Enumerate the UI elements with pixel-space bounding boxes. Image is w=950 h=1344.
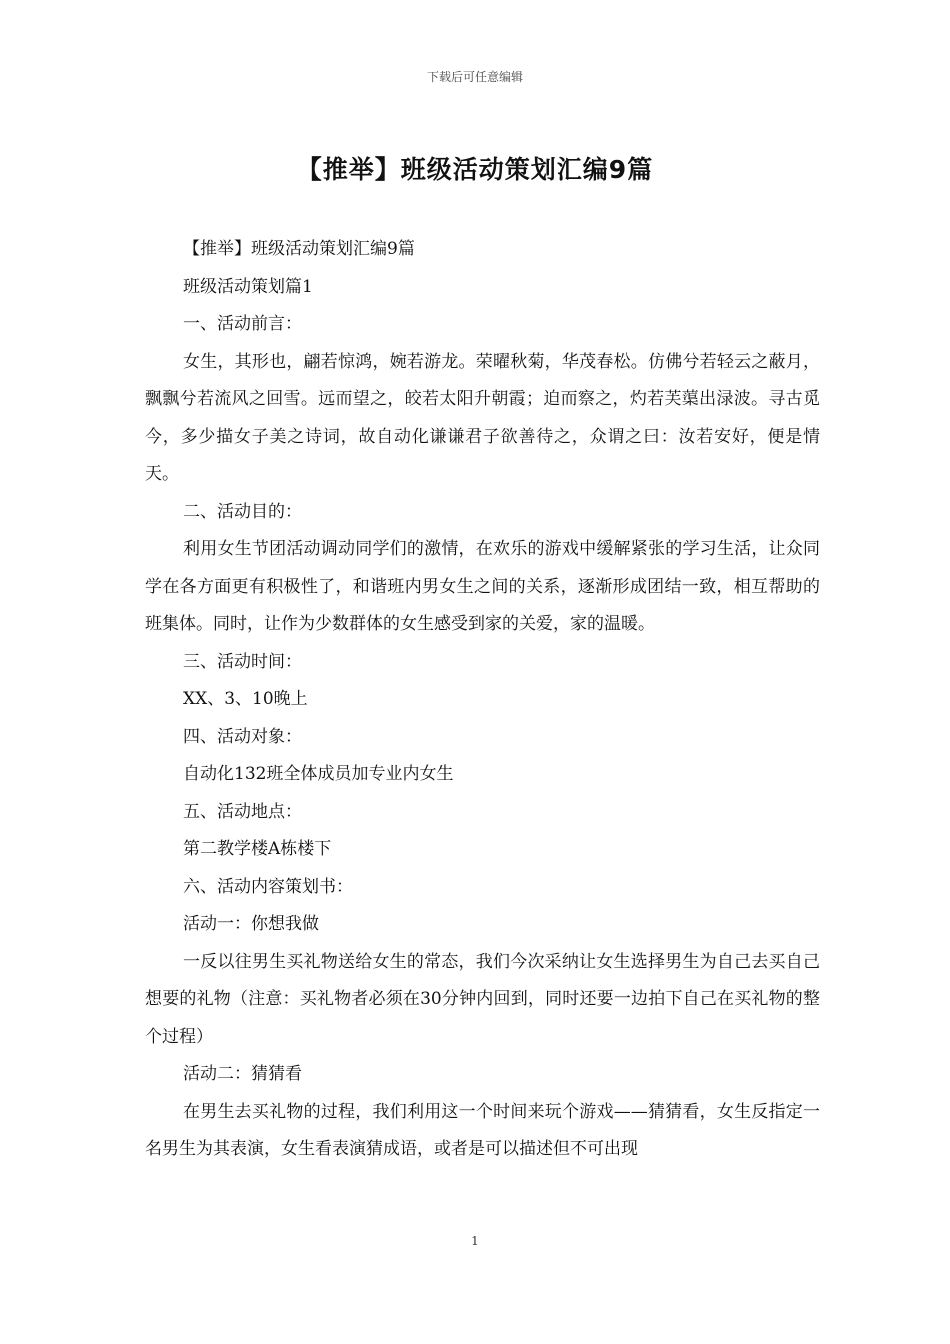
page-header: 下载后可任意编辑 (426, 70, 523, 84)
paragraph-heading-time: 三、活动时间： (183, 651, 302, 672)
paragraph-preface-text: 女生，其形也，翩若惊鸿，婉若游龙。荣曜秋菊，华茂春松。仿佛兮若轻云之蔽月，飘飘兮若流风之回雪。远而望之，皎若太阳升朝霞；迫而察之，灼若芙蕖出渌波。寻古觅今，多少描女子美之诗词，故自动化谦谦君子欲善待之，众谓之曰：汝若安好，便是情天。 (145, 351, 820, 484)
page-number: 1 (471, 1234, 479, 1248)
paragraph-doc-heading: 【推举】班级活动策划汇编9篇 (183, 239, 415, 259)
paragraph-heading-audience: 四、活动对象： (183, 726, 302, 747)
paragraph-heading-content: 六、活动内容策划书： (183, 876, 353, 897)
paragraph-activity-one-text: 一反以往男生买礼物送给女生的常态，我们今次采纳让女生选择男生为自己去买自己想要的礼物（注意：买礼物者必须在30分钟内回到，同时还要一边拍下自己在买礼物的整个过程） (145, 951, 820, 1047)
document-body (145, 231, 820, 1169)
paragraph-section-title: 班级活动策划篇1 (183, 276, 313, 297)
paragraph-purpose-text: 利用女生节团活动调动同学们的激情，在欢乐的游戏中缓解紧张的学习生活，让众同学在各方面更有积极性了，和谐班内男女生之间的关系，逐渐形成团结一致，相互帮助的班集体。同时，让作为少数群体的女生感受到家的关爱，家的温暖。 (145, 539, 820, 634)
paragraph-activity-two-title: 活动二：猜猜看 (183, 1064, 302, 1084)
paragraph-activity-two-text: 在男生去买礼物的过程，我们利用这一个时间来玩个游戏——猜猜看，女生反指定一名男生为其表演，女生看表演猜成语，或者是可以描述但不可出现 (145, 1101, 820, 1159)
paragraph-time-text: XX、3、10晚上 (183, 689, 308, 709)
paragraph-activity-one-title: 活动一：你想我做 (183, 914, 319, 934)
paragraph-heading-purpose: 二、活动目的： (183, 501, 302, 522)
paragraph-audience-text: 自动化132班全体成员加专业内女生 (183, 764, 454, 784)
paragraph-heading-preface: 一、活动前言： (183, 314, 302, 334)
paragraph-heading-location: 五、活动地点： (183, 801, 302, 822)
document-title: 【推举】班级活动策划汇编9篇 (296, 155, 654, 184)
paragraph-location-text: 第二教学楼A栋楼下 (183, 839, 332, 859)
